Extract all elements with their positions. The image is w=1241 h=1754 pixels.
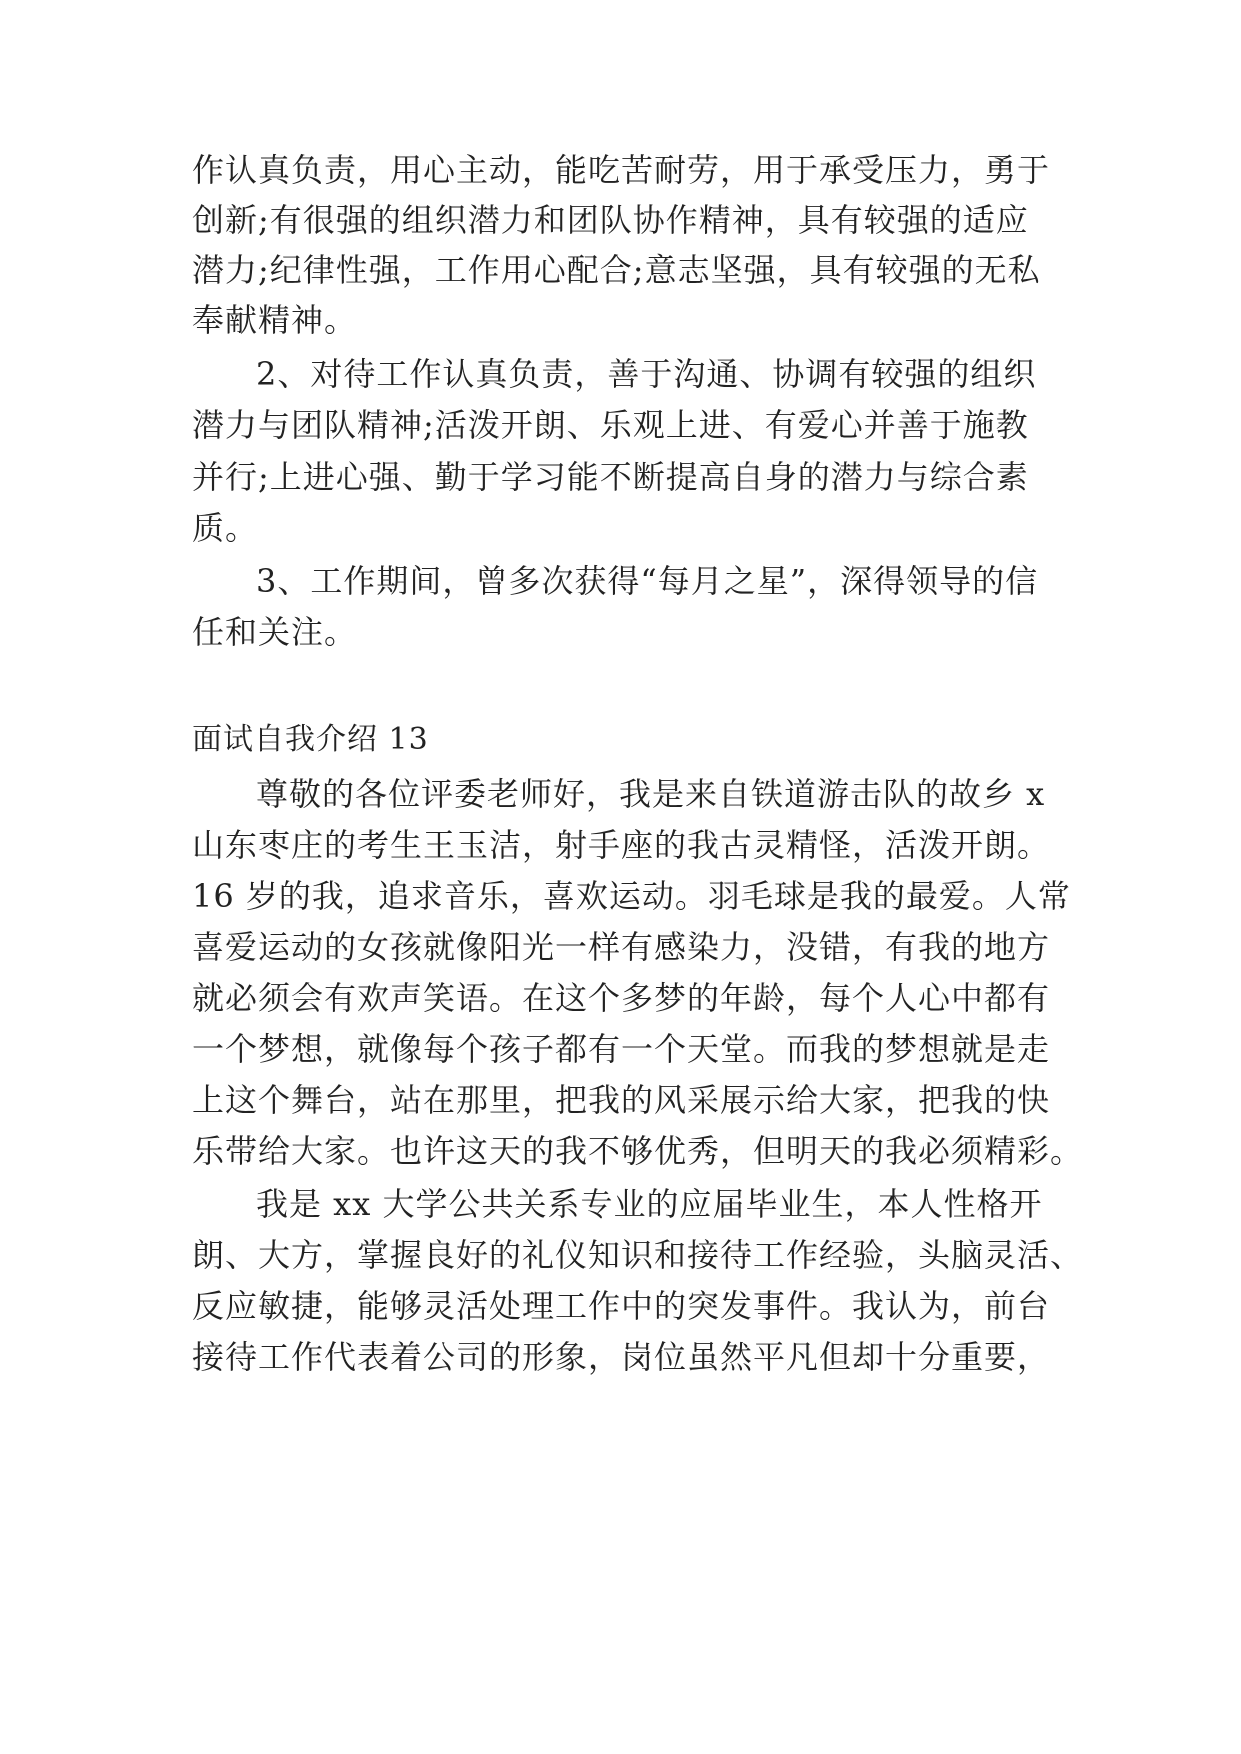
paragraph-line: 奉献精神。 [192,301,358,339]
paragraph-line: 一个梦想，就像每个孩子都有一个天堂。而我的梦想就是走 [192,1030,1051,1068]
paragraph-line: 潜力;纪律性强，工作用心配合;意志坚强，具有较强的无私 [192,251,1041,289]
paragraph-line: 并行;上进心强、勤于学习能不断提高自身的潜力与综合素 [192,458,1029,496]
paragraph-line: 我是 xx 大学公共关系专业的应届毕业生，本人性格开 [256,1185,1043,1223]
paragraph-line: 上这个舞台，站在那里，把我的风采展示给大家，把我的快 [192,1081,1051,1119]
paragraph-line: 潜力与团队精神;活泼开朗、乐观上进、有爱心并善于施教 [192,406,1029,444]
paragraph-line: 任和关注。 [192,613,358,651]
paragraph-line: 山东枣庄的考生王玉洁，射手座的我古灵精怪，活泼开朗。 [192,826,1051,864]
paragraph-line: 3、工作期间，曾多次获得“每月之星”，深得领导的信 [256,562,1039,600]
paragraph-line: 作认真负责，用心主动，能吃苦耐劳，用于承受压力，勇于 [192,151,1051,189]
paragraph-line: 就必须会有欢声笑语。在这个多梦的年龄，每个人心中都有 [192,979,1051,1017]
paragraph-line: 朗、大方，掌握良好的礼仪知识和接待工作经验，头脑灵活、 [192,1236,1084,1274]
paragraph-line: 创新;有很强的组织潜力和团队协作精神，具有较强的适应 [192,201,1029,239]
paragraph-line: 尊敬的各位评委老师好，我是来自铁道游击队的故乡 x [256,775,1046,813]
section-heading: 面试自我介绍 13 [192,722,429,757]
paragraph-line: 质。 [192,509,259,547]
paragraph-line: 喜爱运动的女孩就像阳光一样有感染力，没错，有我的地方 [192,928,1051,966]
paragraph-line: 接待工作代表着公司的形象，岗位虽然平凡但却十分重要， [192,1338,1051,1376]
paragraph-line: 16 岁的我，追求音乐，喜欢运动。羽毛球是我的最爱。人常 [192,877,1071,915]
paragraph-line: 反应敏捷，能够灵活处理工作中的突发事件。我认为，前台 [192,1287,1051,1325]
paragraph-line: 2、对待工作认真负责，善于沟通、协调有较强的组织 [256,355,1037,393]
paragraph-line: 乐带给大家。也许这天的我不够优秀，但明天的我必须精彩。 [192,1132,1084,1170]
